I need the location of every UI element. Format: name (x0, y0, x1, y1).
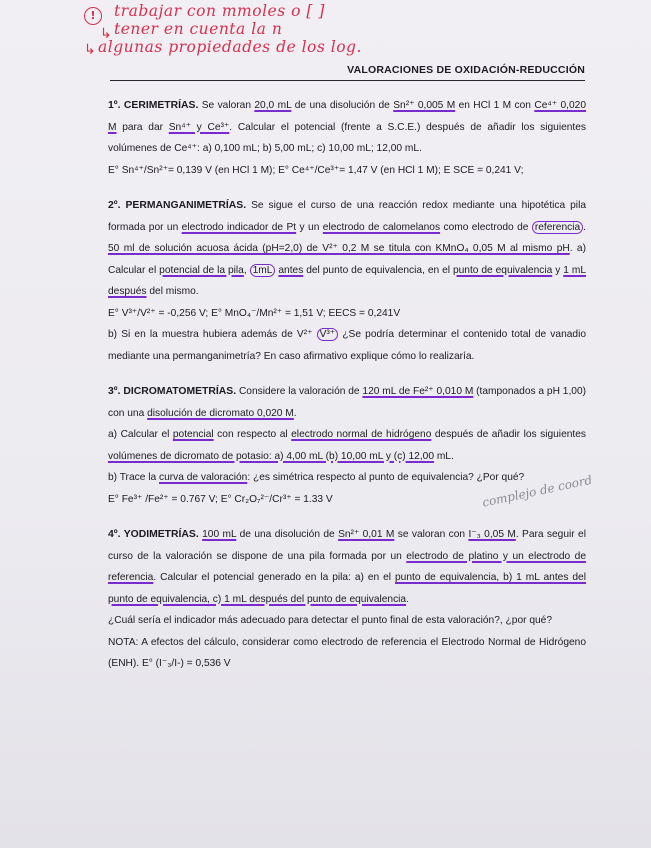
arrow-icon: ↳ (84, 42, 96, 58)
paragraph (108, 424, 586, 467)
section-cerimetrias (108, 95, 586, 181)
underlined-text: 50 ml de solución acuosa ácida (pH=2,0) de V²⁺ 0,2 M se titula con KMnO₄ 0,05 M al mismo pH (108, 243, 570, 254)
underlined-text: potencial (172, 429, 214, 440)
underlined-text: Sn⁴⁺ y Ce³⁺ (168, 121, 230, 133)
text: del mismo. (146, 286, 199, 297)
underlined-text: electrodo de calomelanos (322, 221, 441, 233)
text: . (406, 593, 409, 605)
constants-line: E° Fe³⁺ /Fe²⁺ = 0.767 V; E° Cr₂O₇²⁻/Cr³⁺ = 1.33 V (108, 493, 333, 505)
underlined-text: curva de valoración (158, 472, 248, 483)
underlined-text: Ce⁴⁺ 0,020 M (108, 100, 587, 133)
handwritten-line: trabajar con mmoles o [ ] (114, 2, 325, 20)
document-title: VALORACIONES DE OXIDACIÓN-REDUCCIÓN (347, 64, 585, 76)
section-heading: 4º. YODIMETRÍAS. (108, 529, 199, 540)
document-body (108, 95, 586, 689)
handwritten-line: algunas propiedades de los log. (98, 38, 362, 56)
text: después de añadir los siguientes (431, 429, 586, 440)
text: (tamponados a pH 1,00) con una (108, 386, 587, 419)
underlined-text: Sn²⁺ 0,01 M (338, 529, 395, 540)
arrow-icon: ↳ (100, 26, 112, 42)
section-heading: 3º. DICROMATOMETRÍAS. (108, 386, 237, 397)
text: Considere la valoración de (236, 386, 363, 397)
text: a) Calcular el (108, 429, 173, 440)
handwritten-aside: complejo de coord (481, 472, 594, 510)
text: de una disolución de (236, 529, 339, 540)
text: . (293, 407, 297, 419)
text: . a) Calcular el (108, 243, 586, 276)
text: como electrodo de (440, 221, 532, 233)
underlined-text: electrodo indicador de Pt (181, 221, 297, 233)
underlined-text: potencial de la pila (159, 264, 244, 276)
text: mL. (433, 450, 454, 462)
underlined-text: punto de equivalencia, b) 1 mL antes del punto de equivalencia, c) 1 mL después del punto de equivalencia (108, 572, 586, 605)
circled-text: 1mL (250, 264, 276, 277)
underlined-text: electrodo normal de hidrógeno (291, 429, 432, 440)
handwritten-notes (84, 2, 624, 56)
text: : ¿es simétrica respecto al punto de equivalencia? ¿Por qué? (247, 472, 525, 483)
paragraph (108, 324, 586, 367)
text: y (552, 264, 564, 276)
question: ¿Cuál sería el indicador más adecuado para detectar el punto final de esta valoración?, ¿por qué? (108, 615, 552, 626)
constants-line: E° Sn⁴⁺/Sn²⁺= 0,139 V (en HCl 1 M); E° Ce⁴⁺/Ce³⁺= 1,47 V (en HCl 1 M); E SCE = 0,241 V; (108, 164, 524, 176)
handwritten-line: tener en cuenta la n (114, 20, 283, 38)
text: . Calcular el potencial generado en la pila: a) en el (153, 572, 396, 583)
exclamation-icon: ! (84, 7, 102, 25)
text: Se valoran (198, 100, 255, 111)
text: . (583, 221, 587, 233)
section-dicromatometrias (108, 381, 586, 510)
text: en HCl 1 M con (455, 100, 535, 111)
text: b) Si en la muestra hubiera además de V²⁺ (108, 329, 317, 340)
text: con respecto al (213, 429, 292, 440)
text: , (243, 264, 250, 276)
text: y un (296, 221, 323, 233)
circled-text: referencia (532, 221, 583, 234)
underlined-text: volúmenes de dicromato de potasio: a) 4,00 mL (b) 10,00 mL y (c) 12,00 (108, 450, 434, 462)
text: . Calcular el potencial (frente a S.C.E.) después de añadir los siguientes volúmenes de Ce⁴⁺: a) 0,100 mL; b) 5,00 mL; c) 10,00 mL; 12,00 mL. (108, 121, 587, 154)
section-permanganimetrias (108, 195, 586, 367)
section-heading: 1º. CERIMETRÍAS. (108, 100, 199, 111)
text: de una disolución de (291, 100, 394, 111)
header-rule (110, 80, 585, 81)
text: del punto de equivalencia, en el (303, 264, 453, 276)
underlined-text: antes (278, 264, 304, 276)
text: se valoran con (394, 529, 469, 540)
circled-text: V³⁺ (317, 328, 339, 341)
underlined-text: electrodo de platino y un electrodo de referencia (108, 550, 586, 583)
underlined-text: 1 mL después (108, 264, 586, 297)
text: Se sigue el curso de una reacción redox mediante una hipotética pila formada por un (108, 200, 586, 233)
note: NOTA: A efectos del cálculo, considerar como electrodo de referencia el Electrodo Normal de Hidrógeno (ENH). E° (I⁻₃/I-) = 0,536 V (108, 636, 586, 669)
underlined-text: 120 mL de Fe²⁺ 0,010 M (362, 386, 474, 397)
underlined-text: disolución de dicromato 0,020 M (147, 407, 294, 419)
underlined-text: 100 mL (202, 529, 237, 540)
section-heading: 2º. PERMANGANIMETRÍAS. (108, 200, 247, 211)
text: b) Trace la (108, 472, 159, 483)
underlined-text: punto de equivalencia (452, 264, 553, 276)
section-yodimetrias (108, 524, 586, 675)
underlined-text: Sn²⁺ 0,005 M (393, 100, 456, 111)
text: . Para seguir el curso de la valoración se dispone de una pila formada por un (108, 529, 586, 562)
paragraph (108, 467, 586, 489)
underlined-text: 20,0 mL (254, 100, 292, 111)
text: para dar (116, 121, 169, 133)
underlined-text: I⁻₃ 0,05 M (468, 529, 516, 540)
text: ¿Se podría determinar el contenido total de vanadio mediante una permanganimetría? En caso afirmativo explique cómo lo realizaría. (108, 329, 586, 362)
constants-line: E° V³⁺/V²⁺ = -0,256 V; E° MnO₄⁻/Mn²⁺ = 1,51 V; EECS = 0,241V (108, 307, 401, 319)
